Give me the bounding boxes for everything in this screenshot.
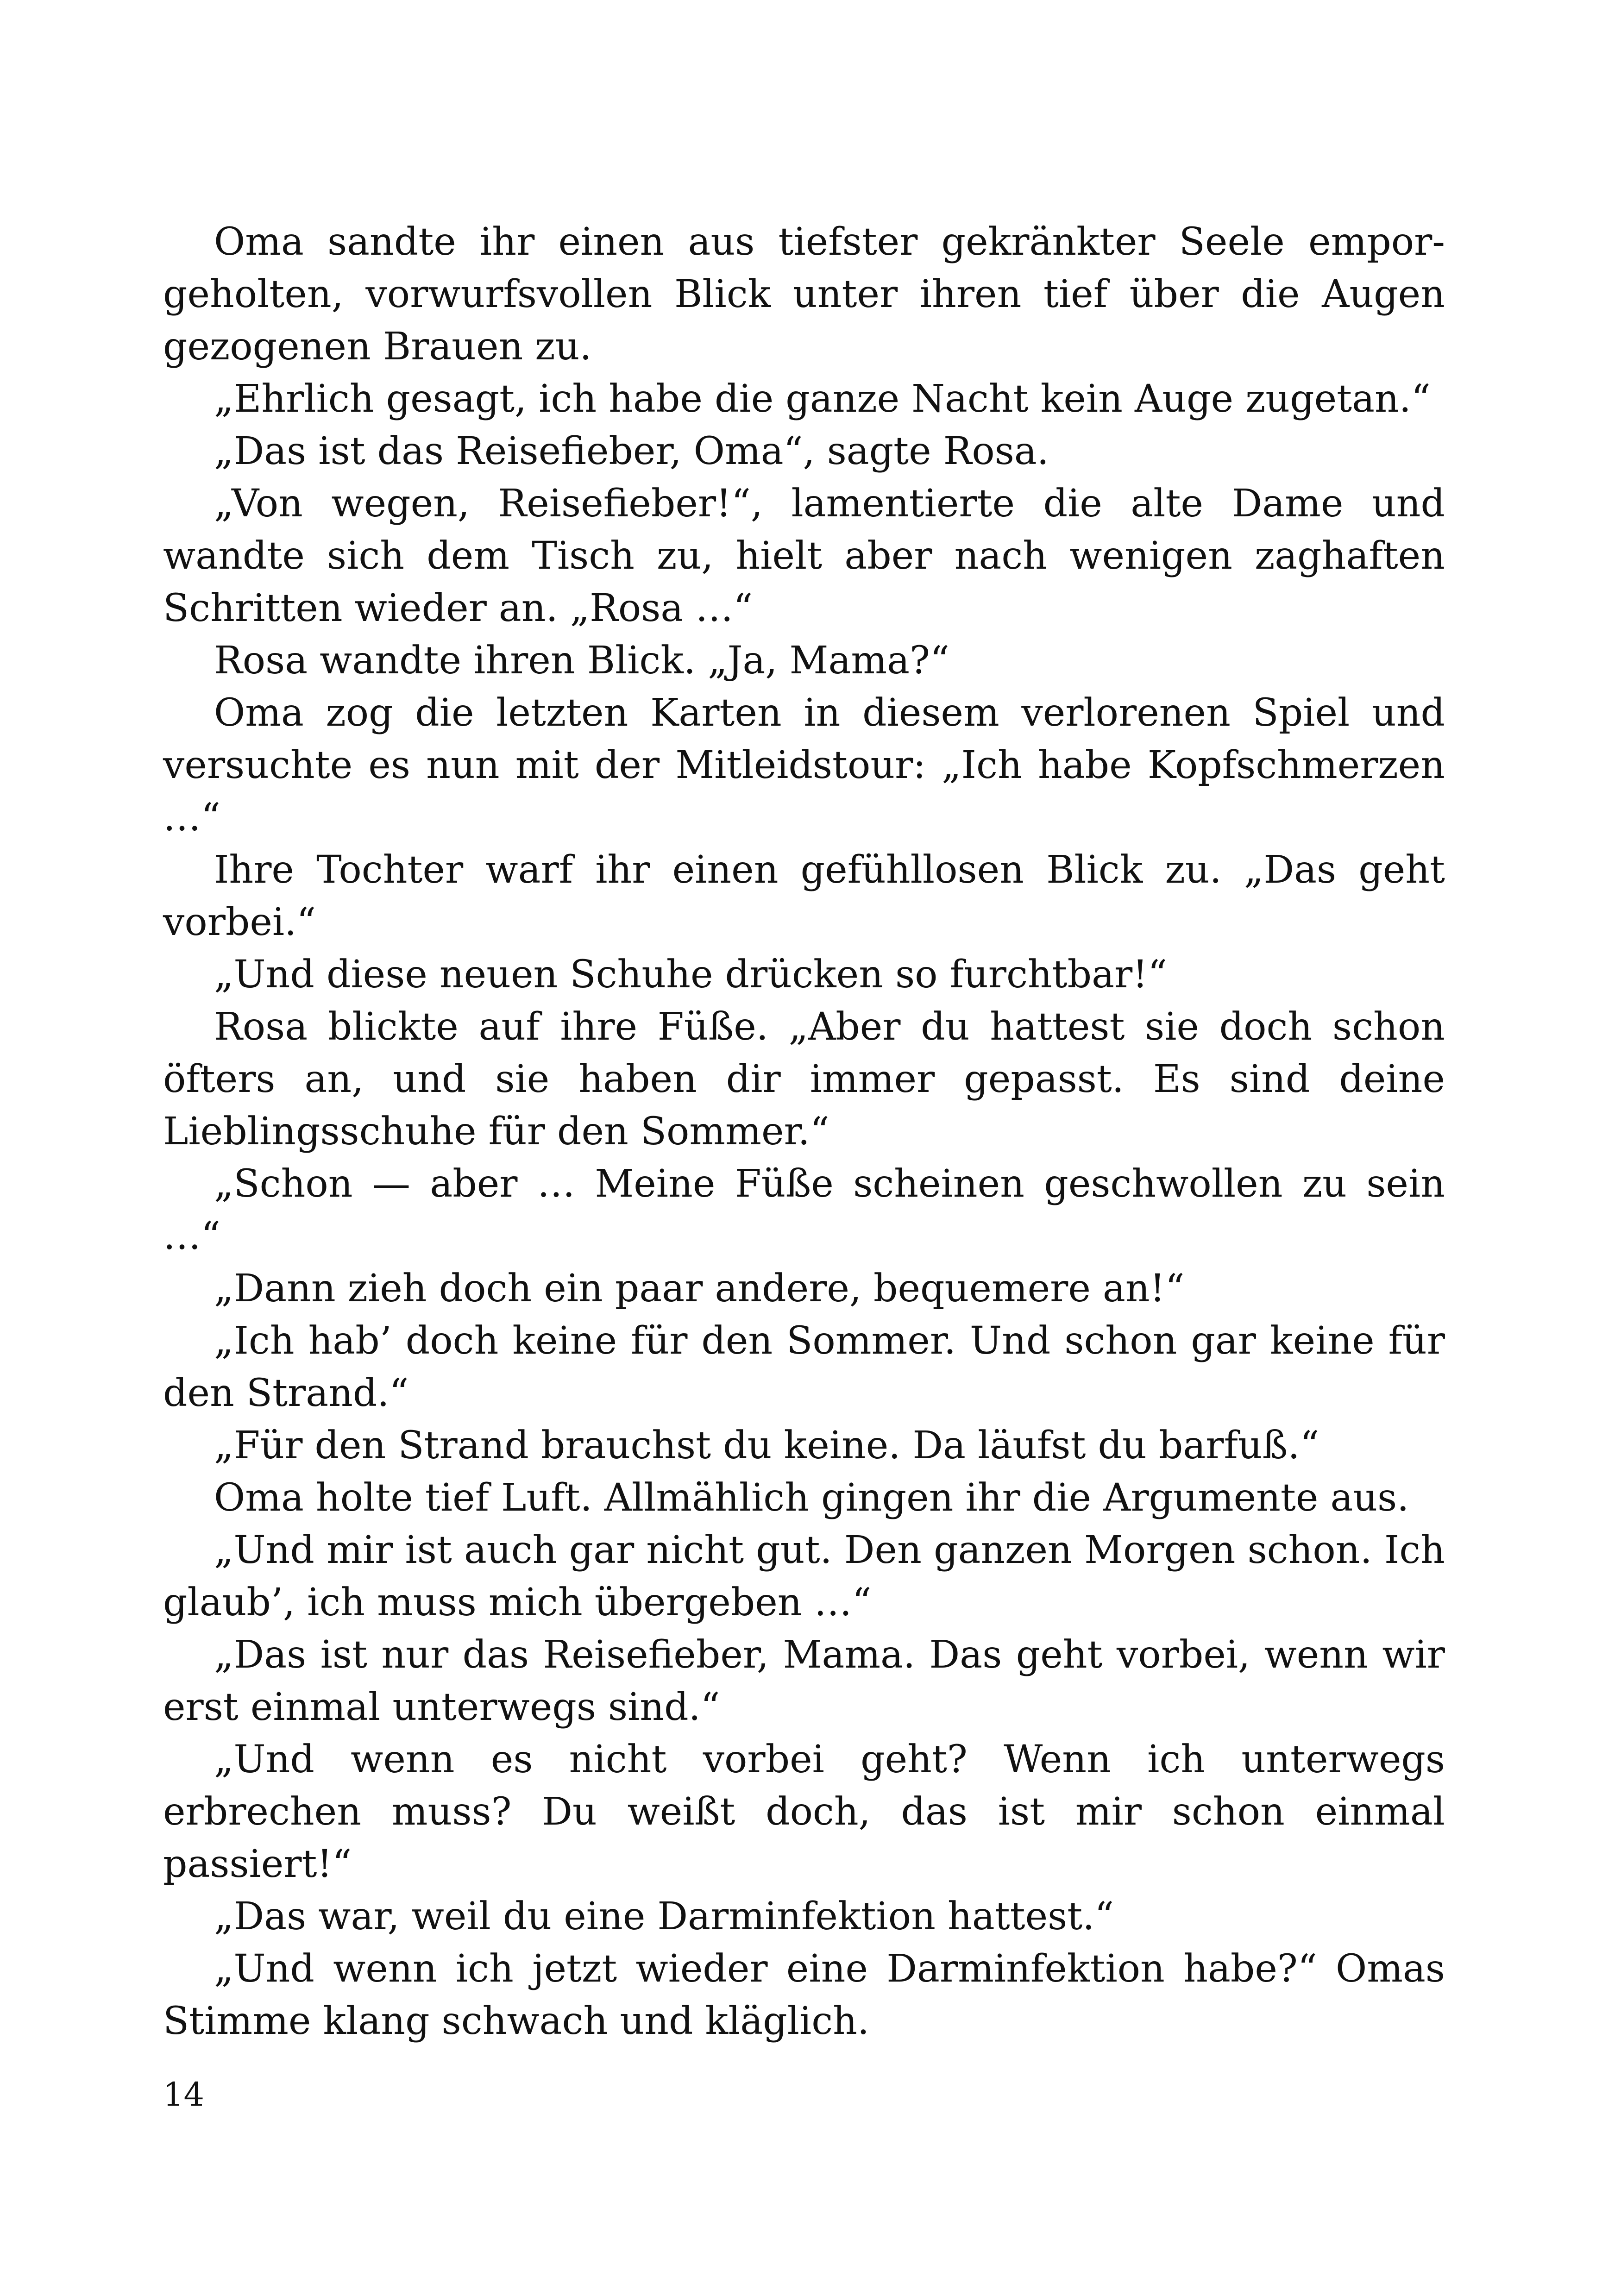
paragraph: „Das ist nur das Reisefieber, Mama. Das geht vorbei, wenn wir erst einmal unterwegs sind.“	[163, 1633, 1445, 1729]
body-text	[163, 216, 1445, 2047]
paragraph: „Dann zieh doch ein paar andere, bequemere an!“	[214, 1267, 1185, 1311]
paragraph: „Für den Strand brauchst du keine. Da läufst du barfuß.“	[214, 1424, 1319, 1468]
paragraph: Rosa blickte auf ihre Füße. „Aber du hattest sie doch schon öfters an, und sie haben dir immer gepasst. Es sind deine Lieblingsschuhe für den Sommer.“	[163, 1005, 1445, 1154]
paragraph: Oma sandte ihr einen aus tiefster gekränkter Seele emporgeholten, vorwurfsvollen Blick unter ihren tief über die Augen gezogenen Brauen zu.	[163, 220, 1445, 369]
paragraph: Oma zog die letzten Karten in diesem verlorenen Spiel und versuchte es nun mit der Mitleidstour: „Ich habe Kopfschmerzen …“	[163, 691, 1445, 840]
paragraph: Ihre Tochter warf ihr einen gefühllosen Blick zu. „Das geht vorbei.“	[163, 848, 1445, 944]
paragraph: „Und mir ist auch gar nicht gut. Den ganzen Morgen schon. Ich glaub’, ich muss mich übergeben …“	[163, 1528, 1445, 1625]
paragraph: „Und wenn ich jetzt wieder eine Darminfektion habe?“ Omas Stimme klang schwach und kläglich.	[163, 1947, 1445, 2043]
paragraph: „Und diese neuen Schuhe drücken so furchtbar!“	[214, 953, 1168, 997]
paragraph: „Schon — aber … Meine Füße scheinen geschwollen zu sein …“	[163, 1162, 1445, 1258]
paragraph: „Das war, weil du eine Darminfektion hattest.“	[214, 1895, 1114, 1938]
page-number: 14	[163, 2076, 205, 2114]
paragraph: „Das ist das Reisefieber, Oma“, sagte Rosa.	[214, 429, 1049, 473]
paragraph: „Ehrlich gesagt, ich habe die ganze Nacht kein Auge zugetan.“	[214, 377, 1431, 421]
paragraph: „Ich hab’ doch keine für den Sommer. Und schon gar keine für den Strand.“	[163, 1319, 1445, 1415]
paragraph: Rosa wandte ihren Blick. „Ja, Mama?“	[214, 639, 949, 683]
paragraph: „Und wenn es nicht vorbei geht? Wenn ich unterwegs erbrechen muss? Du weißt doch, das ist mir schon einmal passiert!“	[163, 1738, 1445, 1886]
paragraph: Oma holte tief Luft. Allmählich gingen ihr die Argumente aus.	[214, 1476, 1409, 1520]
paragraph: „Von wegen, Reisefieber!“, lamentierte die alte Dame und wandte sich dem Tisch zu, hielt aber nach wenigen zaghaften Schritten wieder an. „Rosa …“	[163, 482, 1445, 630]
